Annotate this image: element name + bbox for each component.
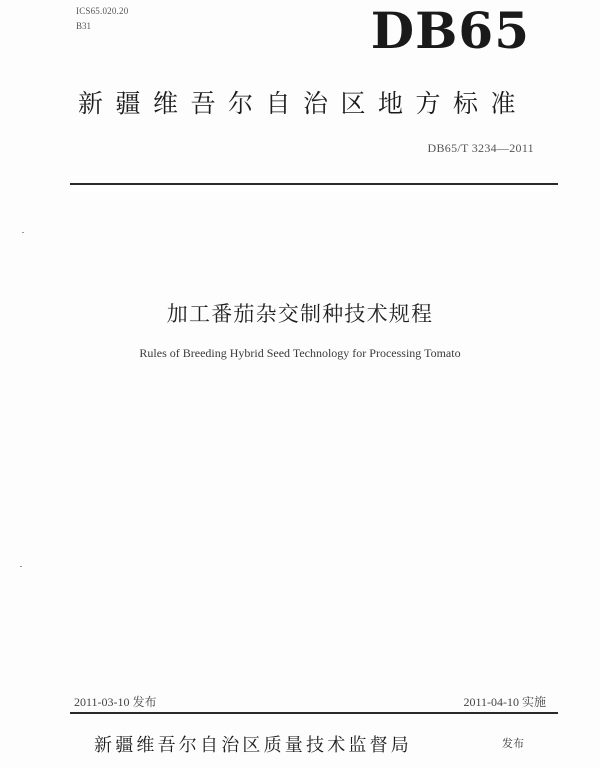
issuing-authority: 新疆维吾尔自治区质量技术监督局 <box>94 735 412 756</box>
publish-label: 发布 <box>502 737 524 750</box>
document-title-chinese: 加工番茄杂交制种技术规程 <box>166 302 434 326</box>
implementation-date: 2011-04-10 实施 <box>463 695 546 709</box>
bottom-divider <box>70 712 558 714</box>
top-divider <box>70 183 558 185</box>
document-title-english: Rules of Breeding Hybrid Seed Technology for Processing Tomato <box>139 346 461 360</box>
scan-speck <box>22 232 24 233</box>
ccs-code: B31 <box>76 21 92 31</box>
standard-type-heading: 新疆维吾尔自治区地方标准 <box>78 89 529 118</box>
standard-number: DB65/T 3234—2011 <box>427 141 534 155</box>
ics-code: ICS65.020.20 <box>76 6 129 16</box>
db-standard-code: DB65 <box>370 1 530 60</box>
scan-speck <box>20 566 22 567</box>
issue-date: 2011-03-10 发布 <box>74 695 157 709</box>
